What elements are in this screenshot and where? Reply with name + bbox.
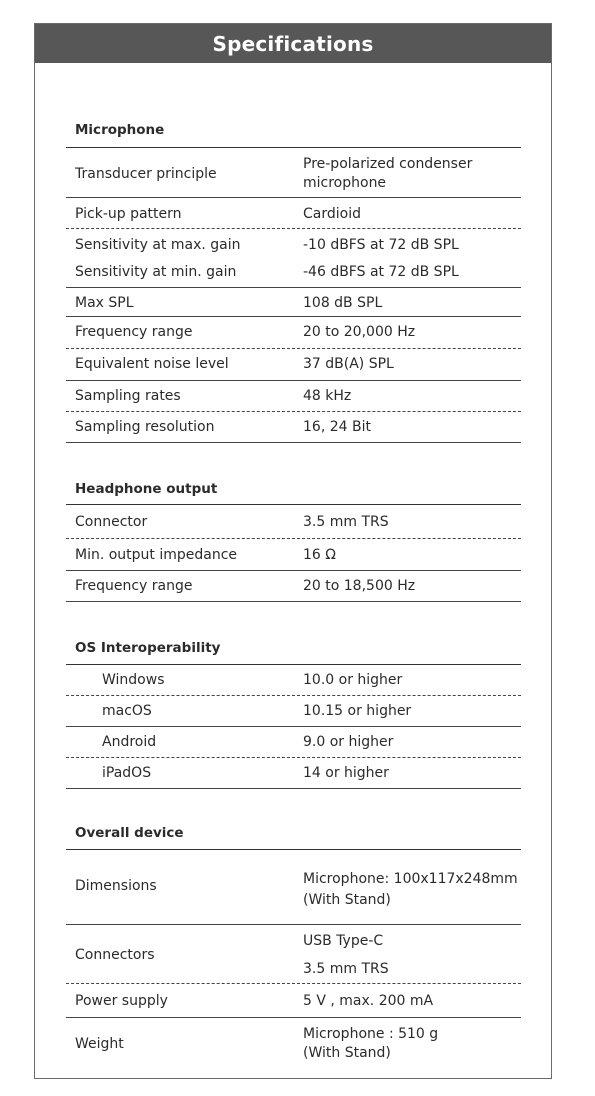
spec-label: iPadOS (102, 765, 152, 781)
spec-label: Frequency range (75, 324, 193, 340)
spec-value: 20 to 18,500 Hz (303, 578, 416, 594)
divider (66, 442, 521, 443)
spec-value: 48 kHz (303, 388, 352, 404)
spec-value: (With Stand) (303, 1045, 391, 1061)
section-title-os: OS Interoperability (75, 640, 221, 656)
spec-label: Sensitivity at max. gain (75, 237, 241, 253)
spec-value: 14 or higher (303, 765, 389, 781)
spec-label: Connectors (75, 947, 155, 963)
spec-label: Frequency range (75, 578, 193, 594)
section-title-microphone: Microphone (75, 122, 165, 138)
divider (66, 228, 521, 229)
spec-label: Weight (75, 1036, 124, 1052)
spec-value: 3.5 mm TRS (303, 961, 389, 977)
spec-value: -10 dBFS at 72 dB SPL (303, 237, 459, 253)
page-title: Specifications (35, 24, 551, 63)
divider (66, 504, 521, 505)
divider (66, 849, 521, 850)
divider (66, 1017, 521, 1018)
spec-value: 9.0 or higher (303, 734, 394, 750)
spec-value: Microphone : 510 g (303, 1026, 439, 1042)
spec-label: Sampling resolution (75, 419, 215, 435)
spec-label: Sensitivity at min. gain (75, 264, 237, 280)
divider (66, 664, 521, 665)
spec-label: Dimensions (75, 878, 157, 894)
divider (66, 570, 521, 571)
divider (66, 601, 521, 602)
divider (66, 983, 521, 984)
spec-value: 20 to 20,000 Hz (303, 324, 416, 340)
spec-label: macOS (102, 703, 152, 719)
divider (66, 538, 521, 539)
spec-value: 16 Ω (303, 547, 336, 563)
spec-value: Cardioid (303, 206, 361, 222)
spec-label: Sampling rates (75, 388, 181, 404)
spec-value: Pre-polarized condenser (303, 156, 473, 172)
divider (66, 695, 521, 696)
specifications-card (34, 23, 552, 1079)
spec-label: Equivalent noise level (75, 356, 229, 372)
divider (66, 411, 521, 412)
spec-label: Connector (75, 514, 148, 530)
divider (66, 757, 521, 758)
section-title-headphone: Headphone output (75, 481, 218, 497)
spec-label: Power supply (75, 993, 168, 1009)
spec-value: 5 V , max. 200 mA (303, 993, 434, 1009)
divider (66, 924, 521, 925)
divider (66, 348, 521, 349)
spec-value: microphone (303, 175, 387, 191)
spec-value: 108 dB SPL (303, 295, 383, 311)
divider (66, 147, 521, 148)
section-title-overall: Overall device (75, 825, 184, 841)
divider (66, 287, 521, 288)
spec-value: 16, 24 Bit (303, 419, 371, 435)
divider (66, 197, 521, 198)
spec-value: 3.5 mm TRS (303, 514, 389, 530)
divider (66, 380, 521, 381)
spec-value: Microphone: 100x117x248mm (303, 871, 518, 887)
divider (66, 316, 521, 317)
spec-label: Max SPL (75, 295, 134, 311)
divider (66, 726, 521, 727)
spec-label: Windows (102, 672, 165, 688)
spec-value: 37 dB(A) SPL (303, 356, 394, 372)
spec-label: Transducer principle (75, 166, 217, 182)
spec-value: (With Stand) (303, 892, 391, 908)
divider (66, 788, 521, 789)
spec-label: Pick-up pattern (75, 206, 182, 222)
spec-value: 10.15 or higher (303, 703, 412, 719)
spec-value: USB Type-C (303, 933, 384, 949)
spec-label: Min. output impedance (75, 547, 238, 563)
spec-value: -46 dBFS at 72 dB SPL (303, 264, 459, 280)
spec-value: 10.0 or higher (303, 672, 403, 688)
spec-label: Android (102, 734, 157, 750)
